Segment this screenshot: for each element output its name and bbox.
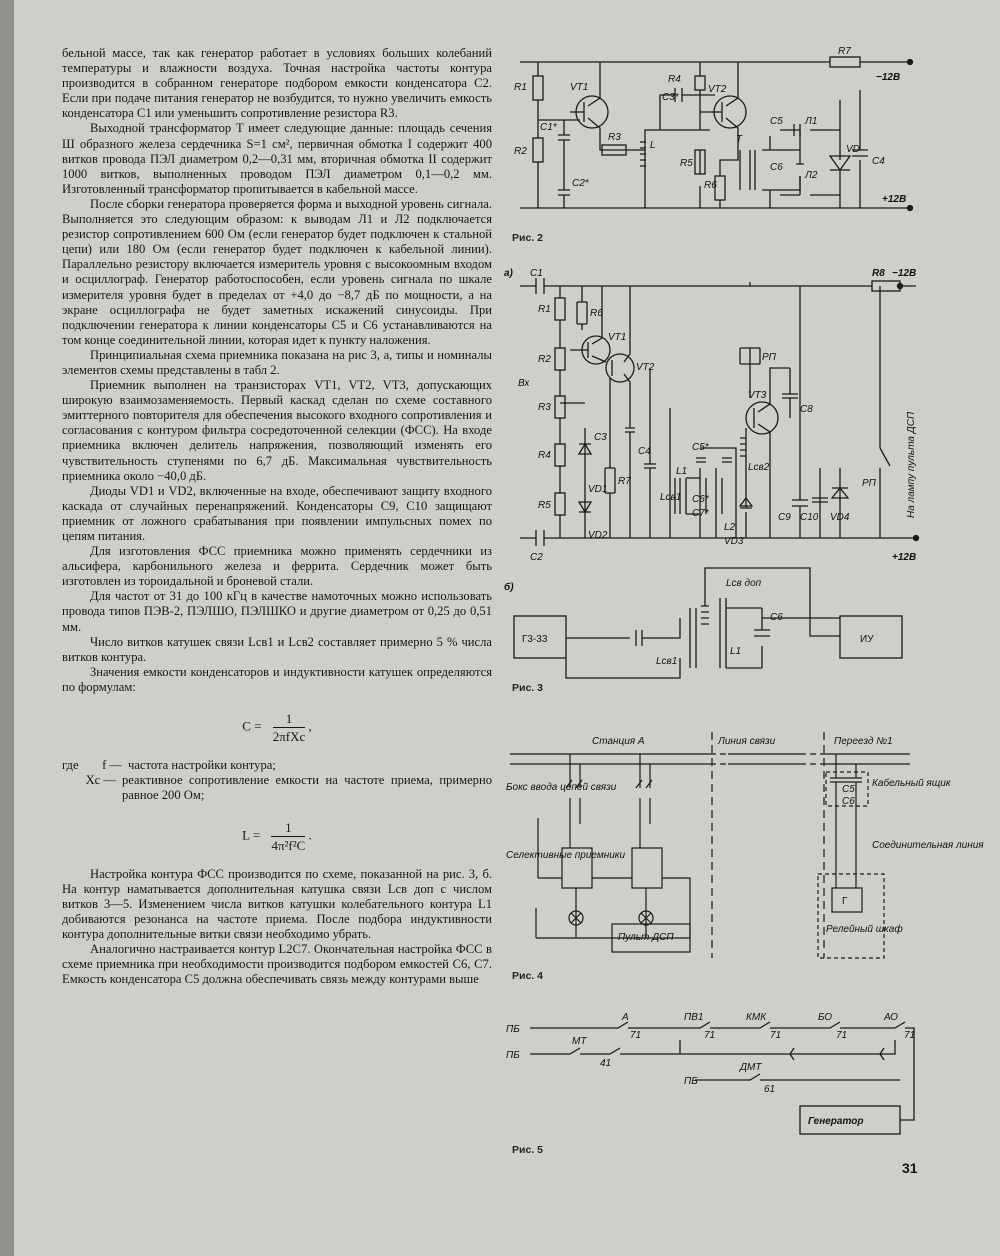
paragraph: Число витков катушек связи Lсв1 и Lсв2 составляет примерно 5 % числа витков контура. [62,634,492,664]
figure-2-labels [500,40,930,240]
label-c8: C8 [800,404,813,415]
label-connline: Соединительная линия [872,840,984,851]
label-71e: 71 [904,1030,916,1041]
label-l1: L1 [676,466,688,477]
label-r4: R4 [668,74,681,85]
label-vd3: VD3 [724,536,744,547]
label-selective: Селективные приемники [506,850,626,861]
label-pv1: ПВ1 [684,1012,704,1023]
label-r5: R5 [680,158,693,169]
label-61: 61 [764,1084,776,1095]
figures-column [500,40,984,1180]
formula-definitions [62,758,492,803]
label-c6b: C6 [770,612,783,623]
definition-symbol: f — [102,758,122,773]
label-lsvdop: Lсв доп [726,578,762,589]
label-vt1: VT1 [608,332,627,343]
label-c10: C10 [800,512,819,523]
label-lsv1: Lсв1 [660,492,682,503]
label-kmk: КМК [746,1012,767,1023]
label-vt1: VT1 [570,82,589,93]
label-r3: R3 [608,132,621,143]
label-minus12: −12В [876,72,901,83]
block-g: Г [842,896,848,907]
formula-inductance [62,820,492,853]
label-line: Линия связи [718,736,776,747]
paragraph: Аналогично настраивается контур L2C7. Окончательная настройка ФСС в схеме приемника при необходимости производится подбором емкостей C6, C7. Емкость конденсатора C5 должна обеспечивать связь между контурами выше [62,942,492,987]
label-cablebox: Кабельный ящик [872,778,951,789]
label-r5: R5 [538,500,551,511]
label-l2: L2 [724,522,736,533]
label-71d: 71 [836,1030,848,1041]
definition-where: где [62,758,79,773]
definition-row [62,758,492,773]
label-b: б) [504,582,514,593]
label-c1: C1* [540,122,557,133]
label-r7: R7 [838,46,851,57]
label-c2: C2 [530,552,543,563]
paragraph: После сборки генератора проверяется форма и выходной уровень сигнала. Выполняется это следующим образом: к выводам Л1 и Л2 подключается резистор сопротивлением 600 Ом (если генератор будет подключен к стальной цепи) или 180 Ом (если генератор будет подключен к кабельной линии). Параллельно резистору включается измеритель уровня с высокоомным входом и осциллограф. Генератор работоспособен, если уровень сигнала по шкале измерителя уровня будет в пределах от +4,0 до −8,7 дБ по мощности, а на экране осциллографа не будет заметных искажений синусоиды. При подключении генератора к линии конденсаторы C5 и C6 устанавливаются на том конце соединительной линии, которая идет к пункту наложения. [62,196,492,347]
figure-4-caption: Рис. 4 [512,970,543,982]
paragraph: Для изготовления ФСС приемника можно применять сердечники из альсифера, карбонильного железа и феррита. Сердечник может быть изготовлен из тороидальной и броневой стали. [62,544,492,589]
label-a: А [622,1012,629,1023]
formula-capacitance [62,711,492,744]
label-c3: C3* [662,92,679,103]
page-number: 31 [902,1160,918,1176]
label-pb3: ПБ [684,1076,698,1087]
figure-3-labels [500,268,930,708]
label-l: L [650,140,656,151]
block-g333: Г3-33 [522,634,548,645]
label-vt3: VT3 [748,390,767,401]
label-71a: 71 [630,1030,642,1041]
label-mt: МТ [572,1036,587,1047]
formula-denominator: 2πfXc [272,729,306,745]
label-c1: C1 [530,268,543,279]
formula-lhs: C = [242,718,262,734]
formula-fraction [271,820,305,853]
label-vd1: VD1 [588,484,608,495]
label-ao: АО [884,1012,898,1023]
label-minus12: −12В [892,268,917,279]
label-vd2: VD2 [588,530,608,541]
label-station: Станция А [592,736,645,747]
paragraph: Для частот от 31 до 100 кГц в качестве намоточных можно использовать провода типов ПЭВ-2, ПЭЛШО, ПЭЛШКО и другие диаметром от 0,25 до 0,51 мм. [62,589,492,634]
definition-text: реактивное сопротивление емкости на частоте приема, примерно равное 200 Ом; [122,773,492,803]
label-plus12: +12В [892,552,917,563]
label-r6: R6 [704,180,717,191]
figure-3-caption: Рис. 3 [512,682,543,694]
label-c6: C6 [770,162,783,173]
paragraph: бельной массе, так как генератор работает в условиях больших колебаний температуры и влажности воздуха. Точная настройка частоты контура производится в собранном генераторе подбором емкости конденсатора C2. Если при подаче питания генератор не возбудится, то нужно увеличить емкость конденсатора C1 или уменьшить сопротивление резистора R3. [62,46,492,121]
paragraph: Принципиальная схема приемника показана на рис 3, а, типы и номиналы элементов схемы представлены в табл 2. [62,347,492,377]
label-rp: РП [762,352,776,363]
label-rp2: РП [862,478,876,489]
label-c5: C5* [692,442,709,453]
label-vt2: VT2 [708,84,727,95]
label-r4: R4 [538,450,551,461]
paragraph: Диоды VD1 и VD2, включенные на входе, обеспечивают защиту входного каскада от случайных перенапряжений. Конденсаторы C9, C10 защищают приемник от ложного срабатывания при появлении импульсных помех по цепям питания. [62,483,492,543]
label-t: T [736,134,743,145]
formula-numerator: 1 [273,711,306,728]
label-l1: Л1 [805,116,818,127]
label-crossing: Переезд №1 [834,736,893,747]
formula-fraction [273,711,306,744]
label-c4: C4 [638,446,651,457]
formula-numerator: 1 [271,820,305,837]
block-generator: Генератор [808,1116,864,1127]
label-vt2: VT2 [636,362,655,373]
paragraph: Приемник выполнен на транзисторах VT1, VT2, VT3, допускающих широкую взаимозаменяемость. Первый каскад сделан по схеме составного эмиттерного повторителя для обеспечения высокого входного сопротивления и согласования с контуром фильтра сосредоточенной селекции (ФСС). На входе приемника включен делитель напряжения, позволяющий изменять его чувствительность ступенями по 6,7 дБ. Максимальная чувствительность приемника около −40,0 дБ. [62,378,492,483]
label-plus12: +12В [882,194,907,205]
label-relay: Релейный шкаф [826,924,903,935]
label-r1: R1 [514,82,527,93]
label-dsp-lamp: На лампу пульта ДСП [906,411,917,518]
label-pb1: ПБ [506,1024,520,1035]
label-41: 41 [600,1058,612,1069]
label-c5: C5 [842,784,855,795]
figure-5-labels [500,998,930,1138]
page [14,0,1000,1256]
label-dmt: ДМТ [740,1062,762,1073]
formula-lhs: L = [242,827,261,843]
paragraph: Настройка контура ФСС производится по схеме, показанной на рис. 3, б. На контур наматывается дополнительная катушка связи Lсв доп с числом витков 3—5. Изменением числа витков катушки колебательного контура L1 добиваются резонанса на частоте приема. После подбора индуктивности контура дополнительные витки связи необходимо убрать. [62,866,492,942]
label-r2: R2 [538,354,551,365]
label-bo: БО [818,1012,833,1023]
paragraph: Выходной трансформатор T имеет следующие данные: площадь сечения Ш образного железа сердечника S=1 см², первичная обмотка I содержит 400 витков провода ПЭЛ диаметром 0,2—0,31 мм, вторичная обмотка II содержит 1000 витков, выполненных проводом ПЭЛ диаметром 0,1—0,2 мм. Изготовленный трансформатор пропитывается в кабельной массе. [62,121,492,196]
label-lsv2: Lсв2 [748,462,770,473]
formula-denominator: 4π²f²C [271,837,306,853]
label-vd4: VD4 [830,512,850,523]
figure-2-caption: Рис. 2 [512,232,543,244]
label-c5: C5 [770,116,783,127]
label-71b: 71 [704,1030,716,1041]
label-71c: 71 [770,1030,782,1041]
label-r2: R2 [514,146,527,157]
definition-symbol: Xc — [85,773,116,788]
paragraph: Значения емкости конденсаторов и индуктивности катушек определяются по формулам: [62,664,492,694]
label-r8: R8 [872,268,885,279]
figure-5-caption: Рис. 5 [512,1144,543,1156]
label-r7: R7 [618,476,631,487]
label-c4: C4 [872,156,885,167]
block-iu: ИУ [860,634,874,645]
label-c3: C3 [594,432,607,443]
label-r6: R6 [590,308,603,319]
definition-text: частота настройки контура; [128,758,276,773]
label-panel: Пульт ДСП [618,932,674,943]
label-c7: C7* [692,508,709,519]
text-column [62,46,492,987]
label-pb2: ПБ [506,1050,520,1061]
label-r1: R1 [538,304,551,315]
label-r3: R3 [538,402,551,413]
formula-end: . [308,827,312,843]
formula-end: , [308,718,312,734]
label-l1b: L1 [730,646,742,657]
label-l2: Л2 [805,170,818,181]
label-lsv1b: Lсв1 [656,656,678,667]
label-c2: C2* [572,178,589,189]
figure-4-labels [500,728,984,968]
label-vd: VD [846,144,860,155]
label-box: Бокс ввода цепей связи [506,782,617,793]
definition-row [62,773,492,803]
label-c6: C6* [692,494,709,505]
label-vx: Вх [518,378,530,389]
label-c6: C6 [842,796,855,807]
label-a: а) [504,268,513,279]
label-c9: C9 [778,512,791,523]
